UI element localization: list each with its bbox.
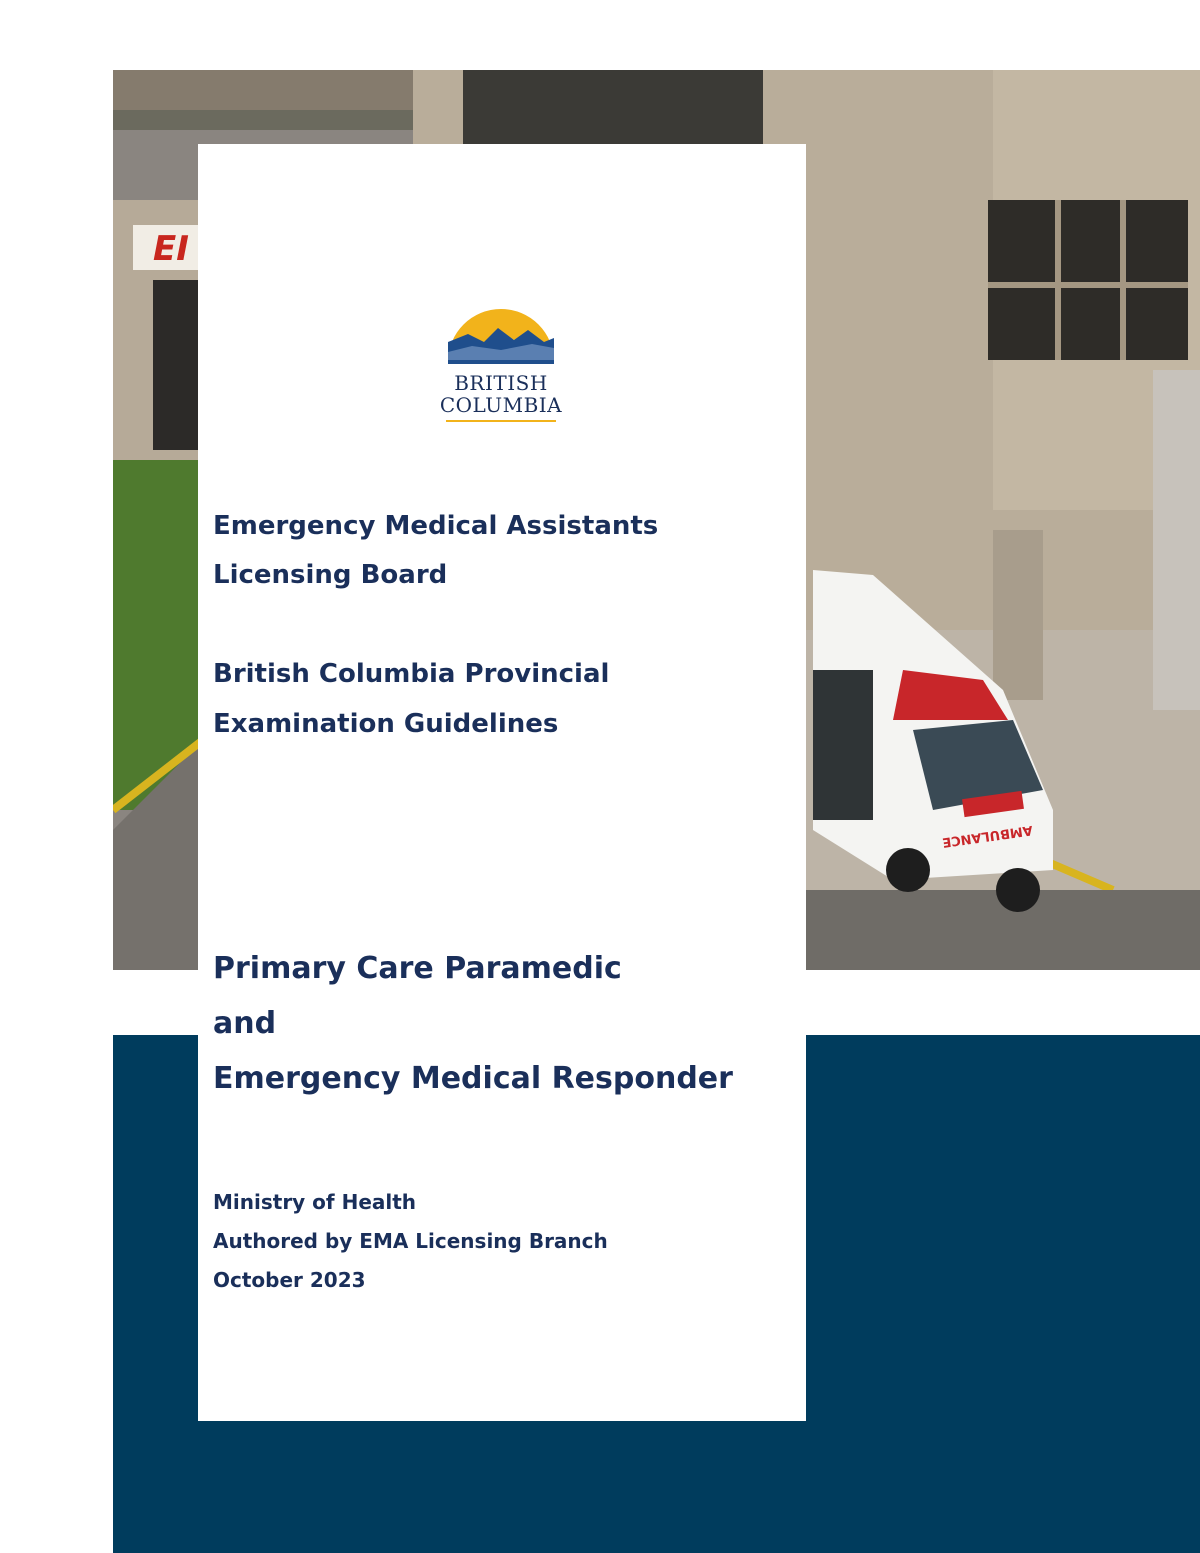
cover-panel bbox=[198, 144, 806, 1421]
board-title-line-2: Licensing Board bbox=[213, 560, 448, 590]
bc-logo bbox=[432, 298, 570, 430]
svg-text:EI: EI bbox=[153, 229, 189, 269]
exam-title-line-2: Examination Guidelines bbox=[213, 709, 559, 739]
document-title-line-2: and bbox=[213, 1006, 277, 1041]
ambulance-text: AMBULANCE bbox=[941, 821, 1034, 850]
document-title-line-3: Emergency Medical Responder bbox=[213, 1061, 733, 1096]
document-title-line-1: Primary Care Paramedic bbox=[213, 951, 622, 986]
board-title-line-1: Emergency Medical Assistants bbox=[213, 511, 659, 541]
logo-underline bbox=[446, 420, 556, 422]
author-line: Authored by EMA Licensing Branch bbox=[213, 1229, 608, 1253]
date-line: October 2023 bbox=[213, 1268, 366, 1292]
logo-line-1: BRITISH bbox=[454, 371, 548, 395]
bc-sun-mountains-icon bbox=[432, 298, 570, 370]
exam-title-line-1: British Columbia Provincial bbox=[213, 659, 610, 689]
ministry-line: Ministry of Health bbox=[213, 1190, 417, 1214]
logo-line-2: COLUMBIA bbox=[439, 393, 563, 417]
